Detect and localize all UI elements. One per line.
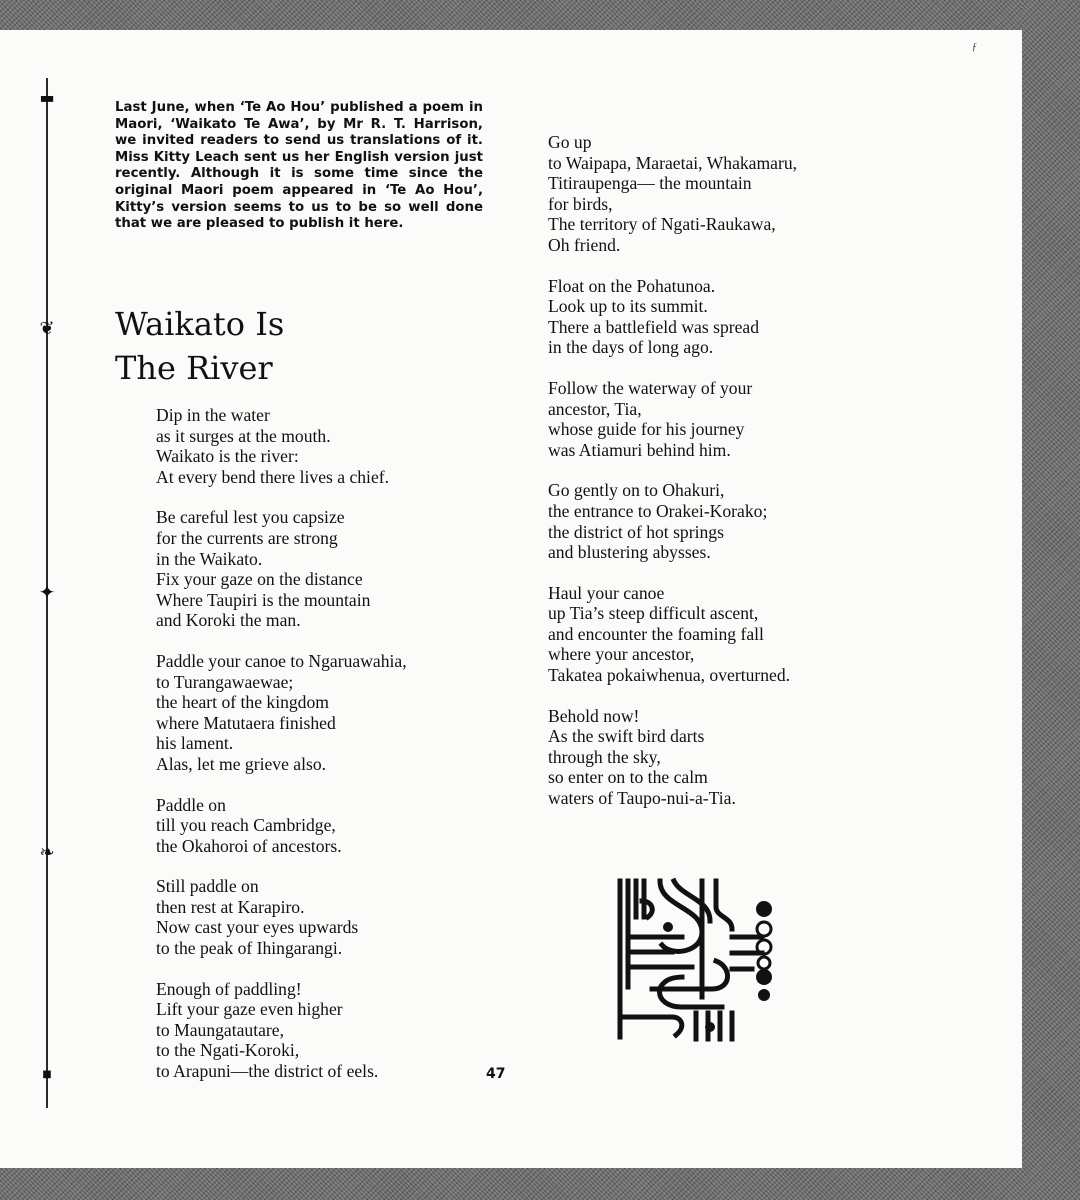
scan-border-right <box>1022 0 1080 1200</box>
poem-line: to Waipapa, Maraetai, Whakamaru, <box>548 152 798 173</box>
poem-line: to the peak of Ihingarangi. <box>156 938 343 959</box>
title-line-2: The River <box>115 349 273 387</box>
spine-leaf-icon: ▬ <box>39 88 55 107</box>
poem-line: Behold now! <box>548 705 640 726</box>
poem-line: Dip in the water <box>156 405 270 425</box>
poem-line: to Maungatautare, <box>156 1019 284 1040</box>
poem-line: Haul your canoe <box>548 582 665 603</box>
scan-border-top <box>0 0 1080 30</box>
poem-line: Float on the Pohatunoa. <box>548 275 716 296</box>
poem-line: in the Waikato. <box>156 548 263 569</box>
stanza <box>548 276 878 358</box>
poem-line: Takatea pokaiwhenua, overturned. <box>548 665 791 686</box>
poem-line: then rest at Karapiro. <box>156 896 305 917</box>
stanza <box>156 405 496 487</box>
poem-line: in the days of long ago. <box>548 337 714 358</box>
poem-line: Still paddle on <box>156 876 259 897</box>
stanza <box>156 795 496 857</box>
poem-line: There a battlefield was spread <box>548 316 760 337</box>
poem-line: whose guide for his journey <box>548 419 745 440</box>
poem-line: Paddle on <box>156 794 226 815</box>
poem-line: Lift your gaze even higher <box>156 999 343 1020</box>
poem-line: for birds, <box>548 193 613 214</box>
poem-line: to Turangawaewae; <box>156 671 294 692</box>
poem-line: ancestor, Tia, <box>548 398 642 419</box>
poem-line: where Matutaera finished <box>156 712 336 733</box>
scan-mark: ƒ <box>972 42 977 53</box>
spine-fleur-icon: ❦ <box>39 318 55 339</box>
stanza <box>548 378 878 460</box>
poem-line: At every bend there lives a chief. <box>156 466 390 487</box>
poem-line: his lament. <box>156 733 234 754</box>
scan-border-bottom <box>0 1168 1080 1200</box>
poem-line: Follow the waterway of your <box>548 377 753 398</box>
spine-star-icon: ✦ <box>38 580 56 604</box>
poem-line: as it surges at the mouth. <box>156 425 331 446</box>
stanza <box>156 876 496 958</box>
poem-line: Go up <box>548 132 592 152</box>
stanza <box>548 132 878 256</box>
stanza <box>548 706 878 809</box>
stanza <box>156 651 496 775</box>
poem-line: Now cast your eyes upwards <box>156 917 359 938</box>
poem-line: Look up to its summit. <box>548 296 708 317</box>
poem-line: Go gently on to Ohakuri, <box>548 480 725 501</box>
poem-line: Fix your gaze on the distance <box>156 569 363 590</box>
poem-line: was Atiamuri behind him. <box>548 439 731 460</box>
poem-line: The territory of Ngati-Raukawa, <box>548 214 776 235</box>
magazine-page <box>0 30 1022 1168</box>
poem-line: through the sky, <box>548 746 661 767</box>
poem-column-right <box>548 132 878 829</box>
poem-line: up Tia’s steep difficult ascent, <box>548 603 759 624</box>
stanza <box>156 507 496 631</box>
stanza <box>548 583 878 686</box>
spine-tassel-icon: ❧ <box>39 842 55 863</box>
poem-title <box>115 302 284 390</box>
poem-line: to Arapuni—the district of eels. <box>156 1061 379 1082</box>
poem-line: waters of Taupo-nui-a-Tia. <box>548 788 736 809</box>
poem-line: so enter on to the calm <box>548 767 708 788</box>
poem-line: and blustering abysses. <box>548 542 711 563</box>
poem-column-left <box>156 405 496 1102</box>
poem-line: Alas, let me grieve also. <box>156 753 327 774</box>
poem-line: the heart of the kingdom <box>156 692 329 713</box>
poem-line: and encounter the foaming fall <box>548 623 764 644</box>
poem-line: Oh friend. <box>548 234 621 255</box>
poem-line: Titiraupenga— the mountain <box>548 173 752 194</box>
stanza <box>548 480 878 562</box>
poem-line: As the swift bird darts <box>548 726 705 747</box>
poem-line: till you reach Cambridge, <box>156 815 336 836</box>
poem-line: Where Taupiri is the mountain <box>156 589 371 610</box>
poem-line: where your ancestor, <box>548 644 695 665</box>
maori-kowhaiwhai-motif-icon <box>612 877 776 1043</box>
poem-line: the Okahoroi of ancestors. <box>156 835 342 856</box>
spine-dot-icon: ■ <box>42 1069 52 1080</box>
poem-line: the entrance to Orakei-Korako; <box>548 500 768 521</box>
poem-line: the district of hot springs <box>548 521 724 542</box>
poem-line: Enough of paddling! <box>156 978 302 999</box>
page-number: 47 <box>486 1066 506 1082</box>
intro-paragraph: Last June, when ‘Te Ao Hou’ published a poem in Maori, ‘Waikato Te Awa’, by Mr R. T. Harrison, we invited readers to send us translations of it. Miss Kitty Leach sent us her English version just recently. Although it is some time since the original Maori poem appeared in ‘Te Ao Hou’, Kitty’s version seems to us to be so well done that we are pleased to publish it here. <box>115 100 483 232</box>
poem-line: to the Ngati-Koroki, <box>156 1040 300 1061</box>
poem-line: and Koroki the man. <box>156 610 301 631</box>
poem-line: for the currents are strong <box>156 527 338 548</box>
poem-line: Be careful lest you capsize <box>156 507 345 528</box>
stanza <box>156 979 496 1082</box>
poem-line: Paddle your canoe to Ngaruawahia, <box>156 650 407 671</box>
poem-line: Waikato is the river: <box>156 446 299 467</box>
title-line-1: Waikato Is <box>115 305 285 343</box>
